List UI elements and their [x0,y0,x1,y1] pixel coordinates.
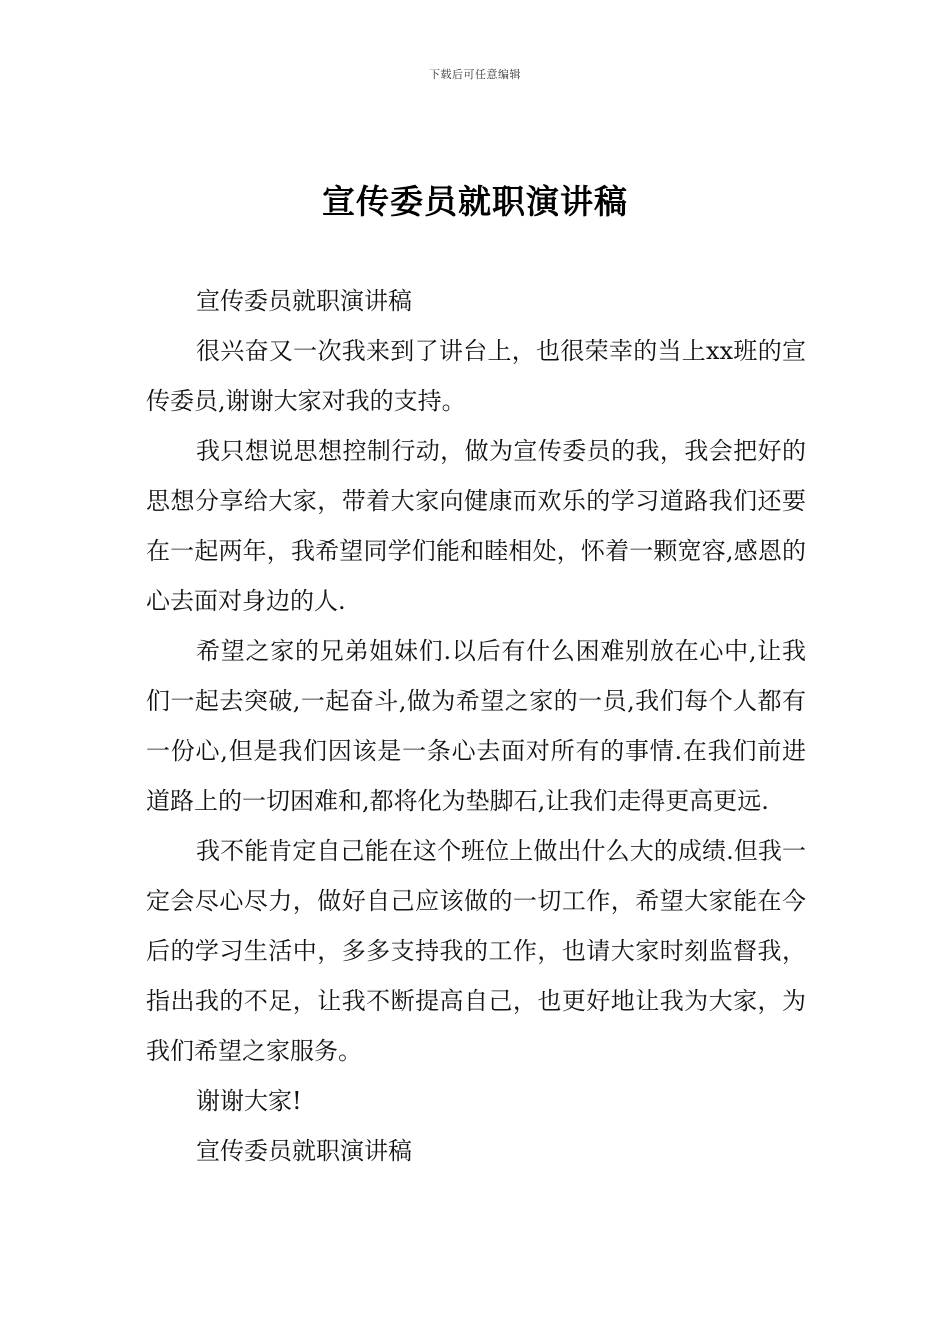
paragraph-thoughts: 我只想说思想控制行动，做为宣传委员的我，我会把好的思想分享给大家，带着大家向健康而欢乐的学习道路我们还要在一起两年，我希望同学们能和睦相处，怀着一颗宽容,感恩的心去面对身边的人. [146,437,806,615]
paragraph-subtitle: 宣传委员就职演讲稿 [196,287,412,315]
paragraph-thanks: 谢谢大家! [196,1087,302,1115]
paragraph-closing-title: 宣传委员就职演讲稿 [196,1137,412,1165]
paragraph-commitment: 我不能肯定自己能在这个班位上做出什么大的成绩.但我一定会尽心尽力，做好自己应该做的一切工作，希望大家能在今后的学习生活中，多多支持我的工作，也请大家时刻监督我，指出我的不足，让我不断提高自己，也更好地让我为大家，为我们希望之家服务。 [146,837,806,1065]
document-title: 宣传委员就职演讲稿 [322,182,628,221]
header-note: 下载后可任意编辑 [429,68,521,81]
document-body [146,276,806,1176]
paragraph-family: 希望之家的兄弟姐妹们.以后有什么困难别放在心中,让我们一起去突破,一起奋斗,做为希望之家的一员,我们每个人都有一份心,但是我们因该是一条心去面对所有的事情.在我们前进道路上的一切困难和,都将化为垫脚石,让我们走得更高更远. [146,637,806,815]
paragraph-opening: 很兴奋又一次我来到了讲台上，也很荣幸的当上xx班的宣传委员,谢谢大家对我的支持。 [146,337,806,415]
